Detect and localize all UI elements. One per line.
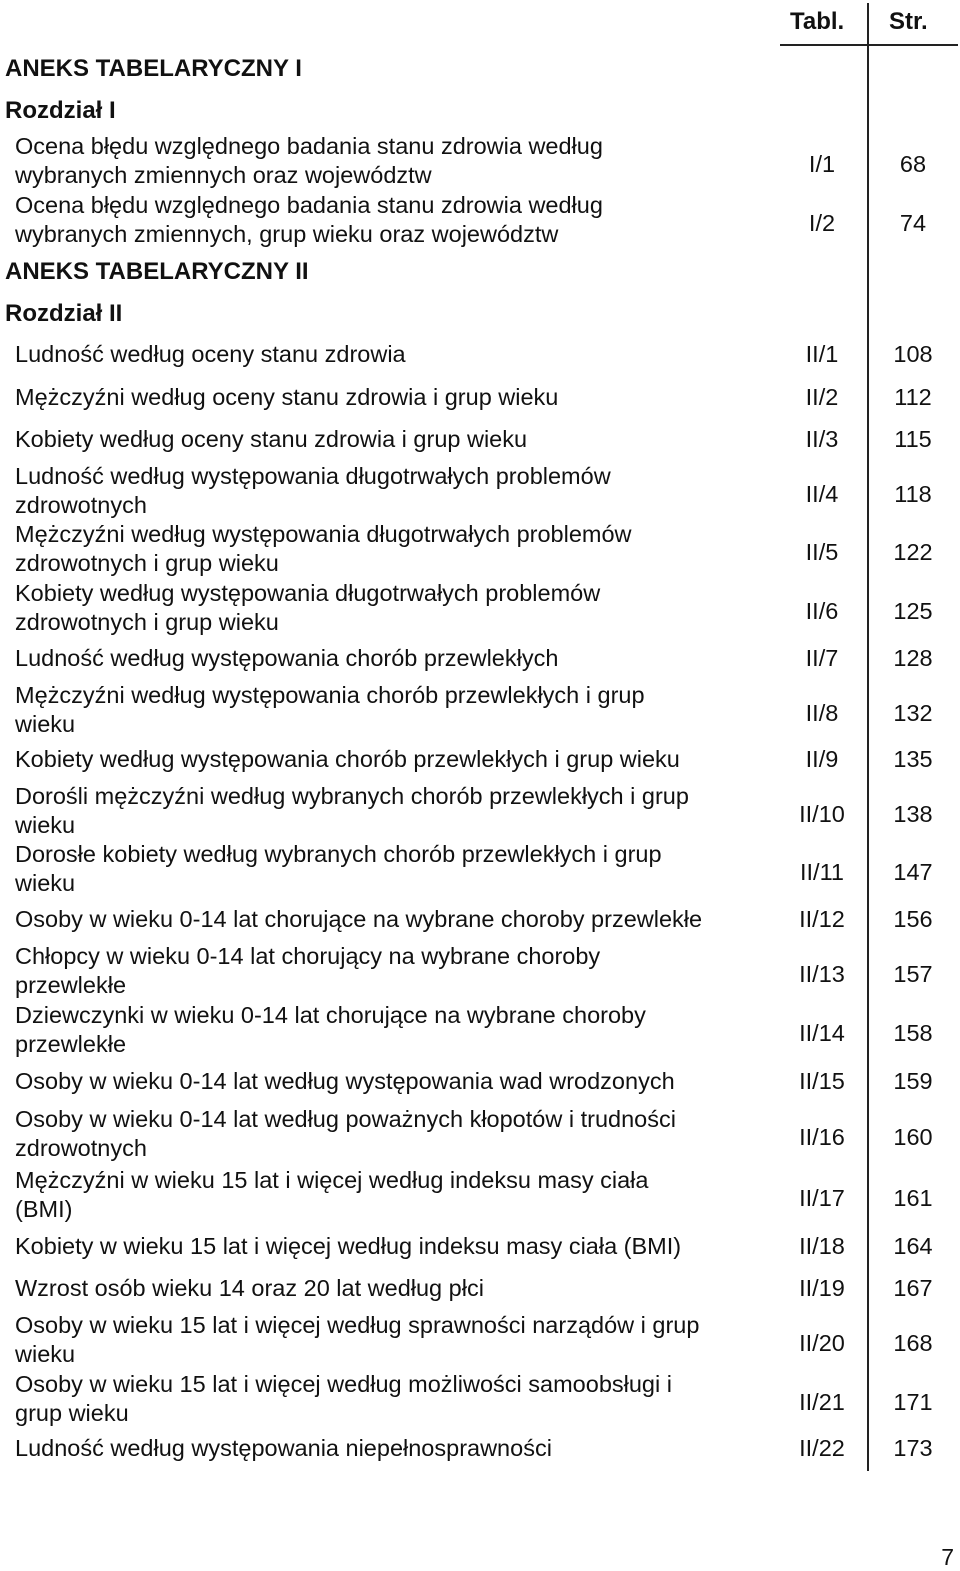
table-number: I/1 — [808, 150, 836, 177]
column-divider — [867, 3, 869, 1471]
entry-title-line: zdrowotnych — [15, 492, 147, 518]
entry-title-line: Chłopcy w wieku 0-14 lat chorujący na wybrane choroby — [15, 943, 601, 969]
page-reference: 115 — [894, 426, 932, 452]
table-number: II/18 — [799, 1233, 845, 1259]
table-number: II/10 — [799, 800, 845, 827]
entry-title-line: zdrowotnych i grup wieku — [15, 609, 279, 635]
entry-title-line: Ludność według występowania długotrwałych problemów — [15, 463, 611, 489]
entry-title-line: wieku — [15, 1341, 76, 1367]
page-reference: 171 — [893, 1388, 933, 1415]
table-number: II/13 — [799, 960, 845, 987]
table-number: II/2 — [805, 384, 839, 410]
page-reference: 167 — [893, 1275, 933, 1301]
entry-title-line: Ludność według występowania niepełnosprawności — [15, 1435, 552, 1461]
page-reference: 164 — [893, 1233, 933, 1259]
table-number: II/9 — [805, 746, 839, 772]
entry-title-line: Mężczyźni według występowania długotrwałych problemów — [15, 521, 632, 547]
entry-title-line: Kobiety w wieku 15 lat i więcej według indeksu masy ciała (BMI) — [15, 1233, 682, 1259]
entry-title-line: Kobiety według oceny stanu zdrowia i grup wieku — [15, 426, 528, 452]
entry-title-line: przewlekłe — [15, 1031, 127, 1057]
page-reference: 68 — [899, 150, 927, 177]
table-number: II/16 — [799, 1123, 845, 1150]
entry-title-line: Osoby w wieku 0-14 lat według występowania wad wrodzonych — [15, 1068, 675, 1094]
page-reference: 158 — [893, 1019, 933, 1046]
table-number: II/5 — [805, 538, 839, 565]
page-reference: 128 — [893, 645, 933, 671]
entry-title-line: wieku — [15, 711, 76, 737]
entry-title-line: zdrowotnych — [15, 1135, 147, 1161]
page-reference: 74 — [899, 209, 927, 236]
entry-title-line: (BMI) — [15, 1196, 73, 1222]
table-number: II/14 — [799, 1019, 845, 1046]
table-number: II/15 — [799, 1068, 845, 1094]
page-reference: 159 — [893, 1068, 933, 1094]
entry-title-line: Mężczyźni w wieku 15 lat i więcej według indeksu masy ciała — [15, 1167, 649, 1193]
page-reference: 135 — [893, 746, 933, 772]
page-reference: 157 — [893, 960, 933, 987]
entry-title-line: Osoby w wieku 15 lat i więcej według sprawności narządów i grup — [15, 1312, 700, 1338]
table-number: II/1 — [805, 341, 839, 367]
header-underline — [780, 44, 958, 46]
entry-title-line: Osoby w wieku 15 lat i więcej według możliwości samoobsługi i — [15, 1371, 672, 1397]
table-number: II/4 — [805, 480, 839, 507]
table-number: II/21 — [799, 1388, 845, 1415]
page-number: 7 — [941, 1544, 954, 1570]
page-reference: 122 — [893, 538, 933, 565]
page-reference: 138 — [893, 800, 933, 827]
page-reference: 160 — [893, 1123, 933, 1150]
page-reference: 156 — [893, 906, 933, 932]
table-number: II/22 — [799, 1435, 845, 1461]
entry-title-line: Ocena błędu względnego badania stanu zdrowia według — [15, 192, 603, 218]
entry-title-line: Dziewczynki w wieku 0-14 lat chorujące na wybrane choroby — [15, 1002, 646, 1028]
page-reference: 147 — [893, 858, 933, 885]
entry-title-line: Ocena błędu względnego badania stanu zdrowia według — [15, 133, 603, 159]
table-number: II/11 — [800, 858, 844, 885]
entry-title-line: wieku — [15, 870, 76, 896]
chapter-title-2: Rozdział II — [5, 300, 123, 327]
entry-title-line: Mężczyźni według występowania chorób przewlekłych i grup — [15, 682, 645, 708]
entry-title-line: Ludność według występowania chorób przewlekłych — [15, 645, 559, 671]
entry-title-line: Kobiety według występowania chorób przewlekłych i grup wieku — [15, 746, 680, 772]
annex-title-2: ANEKS TABELARYCZNY II — [5, 258, 309, 285]
table-number: II/6 — [805, 597, 839, 624]
str-column-header: Str. — [889, 8, 928, 35]
table-number: II/19 — [799, 1275, 845, 1301]
page-reference: 112 — [894, 384, 932, 410]
tabl-column-header: Tabl. — [790, 8, 845, 35]
table-number: II/7 — [805, 645, 839, 671]
entry-title-line: wieku — [15, 812, 76, 838]
table-number: II/3 — [805, 426, 839, 452]
table-number: II/8 — [805, 699, 839, 726]
entry-title-line: zdrowotnych i grup wieku — [15, 550, 279, 576]
entry-title-line: grup wieku — [15, 1400, 129, 1426]
table-number: II/17 — [799, 1184, 845, 1211]
page-reference: 168 — [893, 1329, 933, 1356]
table-number: II/20 — [799, 1329, 845, 1356]
entry-title-line: wybranych zmiennych, grup wieku oraz województw — [15, 221, 559, 247]
table-number: I/2 — [808, 209, 836, 236]
page-reference: 132 — [893, 699, 933, 726]
annex-title-1: ANEKS TABELARYCZNY I — [5, 55, 302, 82]
entry-title-line: przewlekłe — [15, 972, 127, 998]
chapter-title-1: Rozdział I — [5, 97, 116, 124]
page-reference: 108 — [893, 341, 933, 367]
table-number: II/12 — [799, 906, 845, 932]
page-reference: 161 — [893, 1184, 933, 1211]
entry-title-line: Kobiety według występowania długotrwałych problemów — [15, 580, 601, 606]
entry-title-line: Dorosłe kobiety według wybranych chorób przewlekłych i grup — [15, 841, 662, 867]
entry-title-line: Wzrost osób wieku 14 oraz 20 lat według płci — [15, 1275, 484, 1301]
entry-title-line: Mężczyźni według oceny stanu zdrowia i grup wieku — [15, 384, 559, 410]
entry-title-line: Dorośli mężczyźni według wybranych chorób przewlekłych i grup — [15, 783, 689, 809]
entry-title-line: Osoby w wieku 0-14 lat chorujące na wybrane choroby przewlekłe — [15, 906, 703, 932]
entry-title-line: Ludność według oceny stanu zdrowia — [15, 341, 406, 367]
page-reference: 173 — [893, 1435, 933, 1461]
page-reference: 118 — [894, 480, 932, 507]
entry-title-line: Osoby w wieku 0-14 lat według poważnych kłopotów i trudności — [15, 1106, 676, 1132]
page-reference: 125 — [893, 597, 933, 624]
entry-title-line: wybranych zmiennych oraz województw — [15, 162, 432, 188]
